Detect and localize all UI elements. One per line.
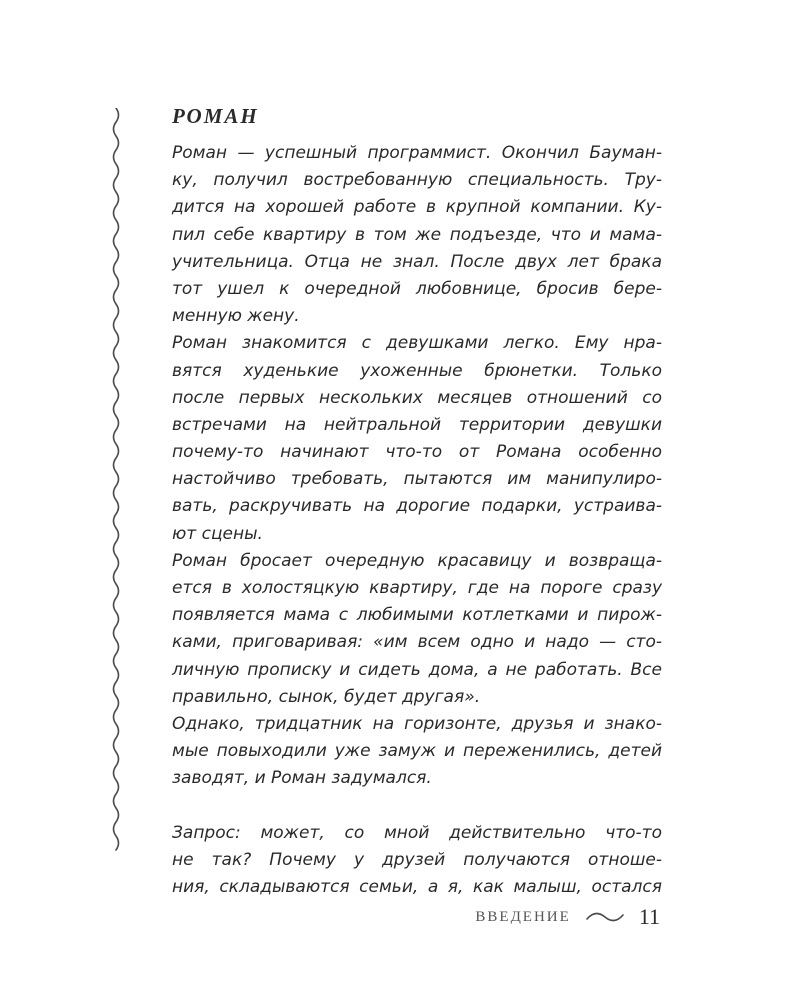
text-line: пил себе квартиру в том же подъезде, что и мама- (172, 224, 662, 245)
text-line: личную прописку и сидеть дома, а не работать. Все (172, 659, 662, 680)
text-line: вятся худенькие ухоженные брюнетки. Только (172, 360, 662, 381)
section-heading: РОМАН (172, 104, 259, 128)
text-line: встречами на нейтральной территории девушки (172, 414, 662, 435)
text-line: ния, складываются семьи, а я, как малыш, остался (172, 877, 662, 898)
text-line: вать, раскручивать на дорогие подарки, устраива- (172, 496, 662, 517)
page-number: 11 (638, 904, 660, 929)
paragraph-gap (172, 793, 662, 820)
text-line: ками, приговаривая: «им всем одно и надо — сто- (172, 632, 662, 653)
text-line: тот ушел к очередной любовнице, бросив бере- (172, 278, 662, 299)
text-line: ку, получил востребованную специальность. Тру- (172, 170, 662, 191)
text-line: настойчиво требовать, пытаются им манипулиро- (172, 469, 662, 490)
text-line: ется в холостяцкую квартиру, где на пороге сразу (172, 578, 662, 598)
section-name: ВВЕДЕНИЕ (475, 908, 571, 925)
text-line: заводят, и Роман задумался. (172, 768, 432, 789)
wavy-border-icon (108, 108, 124, 854)
page-footer (475, 902, 660, 932)
text-line: Роман — успешный программист. Окончил Бауман- (172, 143, 662, 163)
text-line: Запрос: может, со мной действительно что-то (172, 822, 662, 843)
text-line: не так? Почему у друзей получаются отноше- (172, 849, 662, 870)
text-line: дится на хорошей работе в крупной компании. Ку- (172, 197, 662, 218)
text-line: появляется мама с любимыми котлетками и пирож- (172, 605, 662, 626)
text-line: после первых нескольких месяцев отношений со (172, 387, 662, 408)
text-line: менную жену. (172, 306, 300, 327)
text-line: учительница. Отца не знал. После двух лет брака (172, 251, 662, 272)
text-line: ют сцены. (172, 523, 263, 544)
text-line: мые повыходили уже замуж и переженились, детей (172, 741, 662, 762)
text-line: Однако, тридцатник на горизонте, друзья и знако- (172, 713, 662, 734)
text-line: Роман знакомится с девушками легко. Ему нра- (172, 333, 662, 354)
text-line: Роман бросает очередную красавицу и возвраща- (172, 550, 662, 571)
body-text (172, 140, 662, 901)
tilde-ornament-icon (585, 910, 625, 924)
text-line: почему-то начинают что-то от Романа особенно (172, 442, 662, 463)
text-line: правильно, сынок, будет другая». (172, 686, 481, 707)
